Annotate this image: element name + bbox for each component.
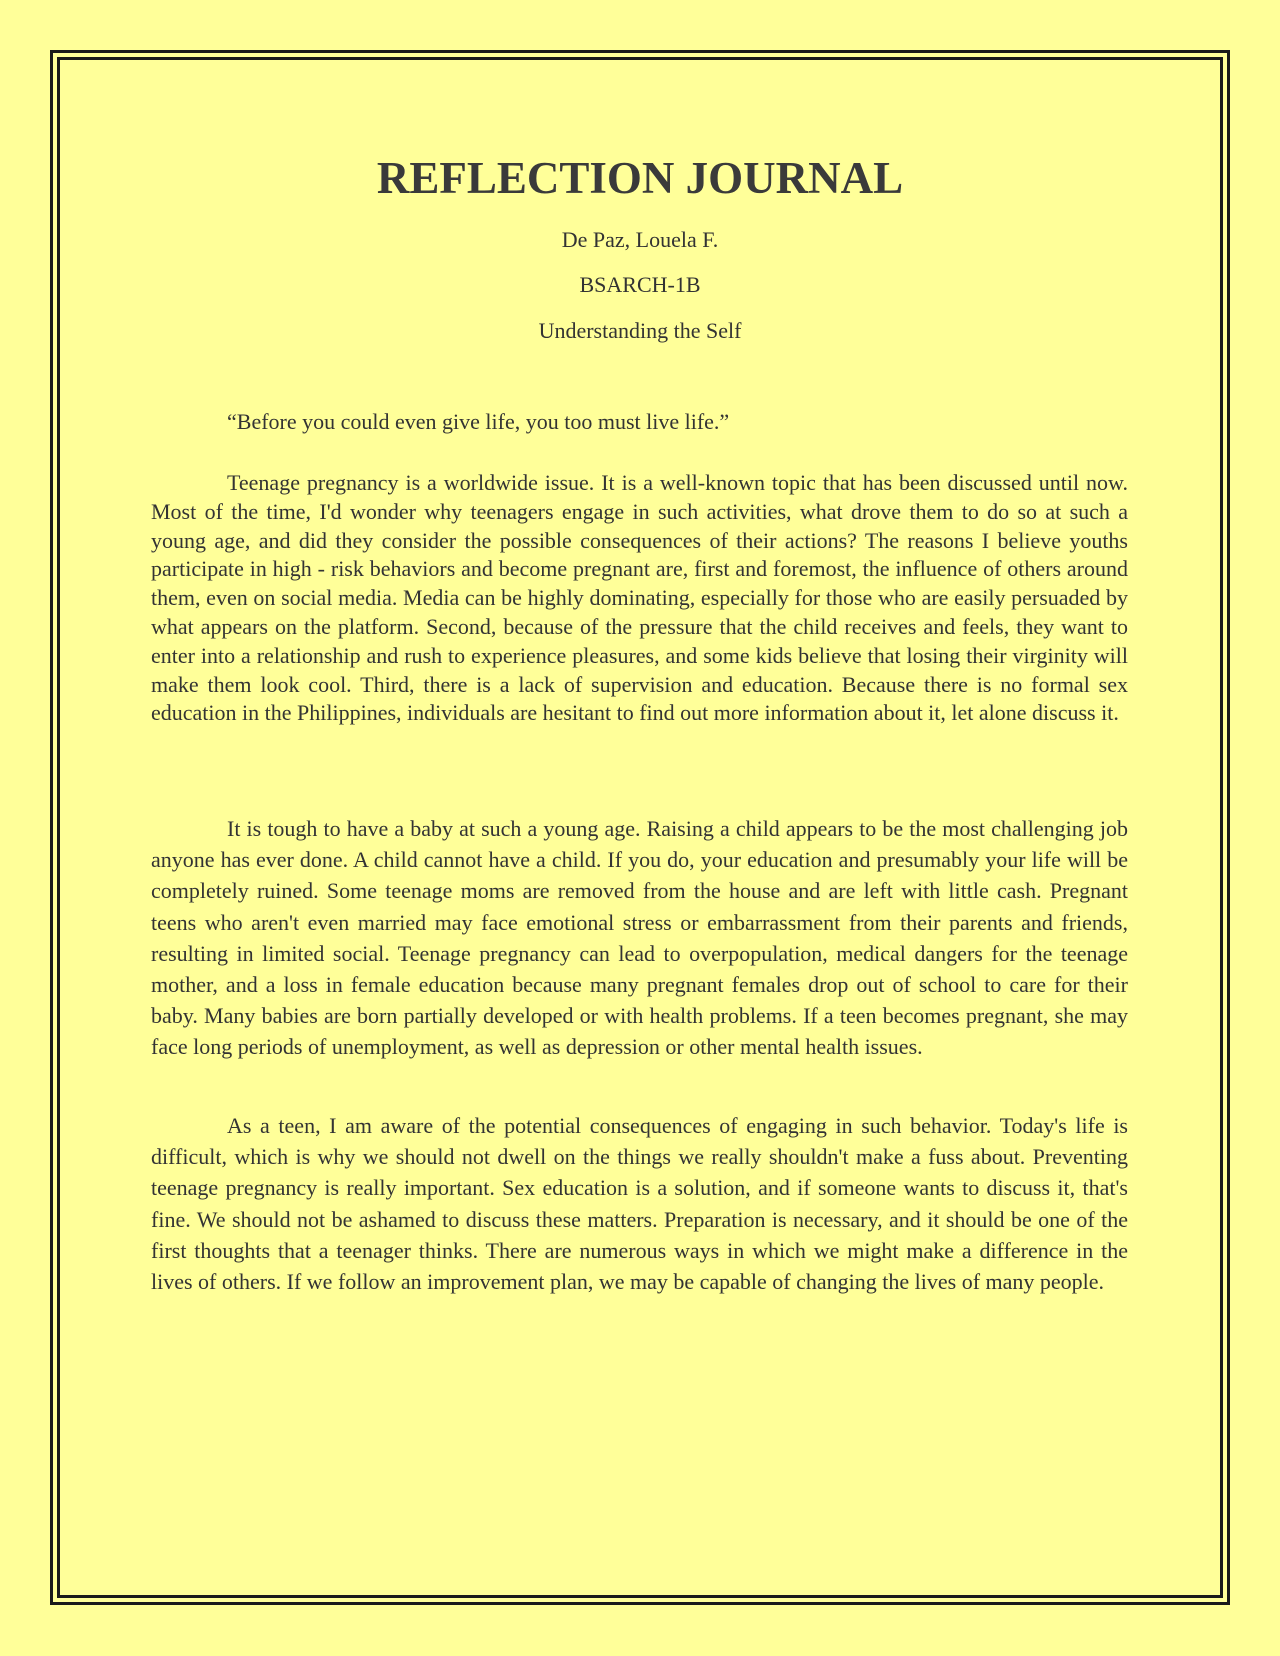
body-paragraph-3: As a teen, I am aware of the potential consequences of engaging in such behavior. Today's life is difficult, which is why we should not dwell on the things we really shouldn't make a fuss about. Preventing teenage pregnancy is really important. Sex education is a solution, and if someone wants to discuss it, that's fine. We should not be ashamed to discuss these matters. Preparation is necessary, and it should be one of the first thoughts that a teenager thinks. There are numerous ways in which we might make a difference in the lives of others. If we follow an improvement plan, we may be capable of changing the lives of many people. xyxy=(151,1113,1128,1295)
opening-quote: “Before you could even give life, you too must live life.” xyxy=(227,409,730,434)
document-title: REFLECTION JOURNAL xyxy=(376,153,904,203)
body-paragraph-1: Teenage pregnancy is a worldwide issue. It is a well-known topic that has been discussed until now. Most of the time, I'd wonder why teenagers engage in such activities, what drove them to do so at such a young age, and did they consider the possible consequences of their actions? The reasons I believe youths participate in high - risk behaviors and become pregnant are, first and foremost, the influence of others around them, even on social media. Media can be highly dominating, especially for those who are easily persuaded by what appears on the platform. Second, because of the pressure that the child receives and feels, they want to enter into a relationship and rush to experience pleasures, and some kids believe that losing their virginity will make them look cool. Third, there is a lack of supervision and education. Because there is no formal sex education in the Philippines, individuals are hesitant to find out more information about it, let alone discuss it. xyxy=(151,470,1128,726)
body-paragraph-2: It is tough to have a baby at such a young age. Raising a child appears to be the most challenging job anyone has ever done. A child cannot have a child. If you do, your education and presumably your life will be completely ruined. Some teenage moms are removed from the house and are left with little cash. Pregnant teens who aren't even married may face emotional stress or embarrassment from their parents and friends, resulting in limited social. Teenage pregnancy can lead to overpopulation, medical dangers for the teenage mother, and a loss in female education because many pregnant females drop out of school to care for their baby. Many babies are born partially developed or with health problems. If a teen becomes pregnant, she may face long periods of unemployment, as well as depression or other mental health issues. xyxy=(151,816,1128,1060)
section-label: BSARCH-1B xyxy=(579,272,701,297)
course-name: Understanding the Self xyxy=(538,318,742,343)
author-name: De Paz, Louela F. xyxy=(561,227,719,252)
